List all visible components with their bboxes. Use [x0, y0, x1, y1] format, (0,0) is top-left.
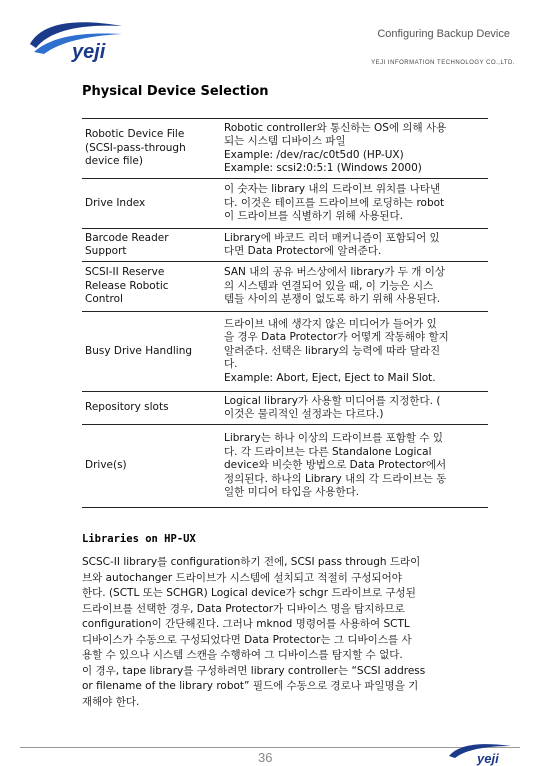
- logo-text: yeji: [72, 41, 106, 63]
- row-description-line: 템들 사이의 분쟁이 없도록 하기 위해 사용된다.: [224, 293, 441, 306]
- row-label-line: Drive(s): [85, 459, 127, 472]
- row-label-line: Release Robotic: [85, 279, 169, 292]
- table-row: [82, 229, 488, 262]
- row-label: [82, 262, 221, 312]
- row-description: [221, 229, 488, 262]
- row-description-line: Robotic controller와 통신하는 OS에 의해 사용: [224, 121, 447, 134]
- row-label-line: Robotic Device File: [85, 128, 185, 141]
- row-description: [221, 425, 488, 508]
- row-description-line: 이 드라이브를 식별하기 위해 사용된다.: [224, 210, 403, 223]
- footer-logo: [445, 740, 515, 766]
- paragraph-line: configuration이 간단해진다. 그러나 mknod 명령어를 사용하여 SCTL: [82, 618, 410, 630]
- row-label-line: Busy Drive Handling: [85, 344, 193, 357]
- table-row: [82, 179, 488, 229]
- row-description-line: 정의된다. 하나의 Library 내의 각 드라이브는 동: [224, 472, 447, 485]
- row-description-line: 다. 각 드라이브는 다른 Standalone Logical: [224, 445, 432, 458]
- row-description-line: Library는 하나 이상의 드라이브를 포함할 수 있: [224, 432, 444, 445]
- row-description-line: 이것은 물리적인 설정과는 다르다.): [224, 408, 384, 420]
- footer-logo-text: yeji: [477, 751, 499, 766]
- row-description-line: 알려준다. 선택은 library의 능력에 따라 달라진: [224, 344, 441, 357]
- page-number: 36: [258, 750, 273, 765]
- row-description-line: 일한 미디어 타입을 사용한다.: [224, 486, 360, 499]
- row-description-line: 드라이브 내에 생각지 않은 미디어가 들어가 있: [224, 317, 437, 330]
- row-description-line: 되는 시스템 디바이스 파일: [224, 135, 346, 147]
- row-description-line: Logical library가 사용할 미디어를 지정한다. (: [224, 394, 441, 407]
- table-row: [82, 425, 488, 508]
- row-description-line: device와 비슷한 방법으로 Data Protector에서: [224, 459, 447, 472]
- row-label-line: Control: [85, 293, 123, 306]
- row-label: [82, 119, 221, 179]
- row-description: [221, 179, 488, 229]
- row-description-line: 다.: [224, 358, 238, 371]
- paragraph-line: 용할 수 있으나 시스템 스캔을 수행하여 그 디바이스를 탐지할 수 없다.: [82, 649, 403, 661]
- table-row: [82, 312, 488, 392]
- row-label: [82, 312, 221, 392]
- table-row: [82, 262, 488, 312]
- row-description-line: Library에 바코드 리더 매커니즘이 포함되어 있: [224, 231, 440, 244]
- paragraph-line: 한다. (SCTL 또는 SCHGR) Logical device가 schgr 드라이브로 구성된: [82, 587, 416, 599]
- device-table: [82, 118, 488, 508]
- row-description-line: Example: /dev/rac/c0t5d0 (HP-UX): [224, 148, 404, 161]
- row-description-line: 의 시스템과 연결되어 있을 때, 이 기능은 시스: [224, 279, 434, 292]
- libraries-title: Libraries on HP-UX: [82, 533, 196, 545]
- row-description: [221, 119, 488, 179]
- paragraph-line: 드라이브를 선택한 경우, Data Protector가 디바이스 명을 탐지하므로: [82, 602, 405, 615]
- row-label-line: (SCSI-pass-through: [85, 141, 186, 154]
- row-label-line: Support: [85, 245, 127, 257]
- row-description-line: 을 경우 Data Protector가 어떻게 작동해야 할지: [224, 331, 449, 344]
- row-description-line: Example: scsi2:0:5:1 (Windows 2000): [224, 162, 422, 174]
- paragraph-line: 브와 autochanger 드라이브가 시스템에 설치되고 적절히 구성되어야: [82, 571, 402, 584]
- table-row: [82, 392, 488, 425]
- row-label-line: Drive Index: [85, 196, 146, 209]
- row-label: [82, 229, 221, 262]
- row-label-line: Barcode Reader: [85, 231, 169, 244]
- row-description: [221, 312, 488, 392]
- section-title: Physical Device Selection: [82, 84, 269, 99]
- row-label-line: Repository slots: [85, 401, 169, 414]
- paragraph-line: or filename of the library robot” 필드에 수동으로 경로나 파일명을 기: [82, 680, 419, 692]
- paragraph-line: 디바이스가 수동으로 구성되었다면 Data Protector는 그 디바이스를 사: [82, 633, 412, 646]
- row-description-line: 이 숫자는 library 내의 드라이브 위치를 나타낸: [224, 183, 441, 196]
- row-label-line: device file): [85, 155, 143, 168]
- paragraph-line: 재해야 한다.: [82, 695, 140, 708]
- row-label: [82, 179, 221, 229]
- table-row: [82, 119, 488, 179]
- row-label: [82, 425, 221, 508]
- paragraph-line: SCSC-II library를 configuration하기 전에, SCSI pass through 드라이: [82, 556, 421, 568]
- paragraph-line: 이 경우, tape library를 구성하려면 library controller는 “SCSI address: [82, 664, 426, 677]
- row-label: [82, 392, 221, 425]
- row-description-line: 다면 Data Protector에 알려준다.: [224, 245, 382, 257]
- row-description-line: SAN 내의 공유 버스상에서 library가 두 개 이상: [224, 266, 446, 279]
- row-description: [221, 262, 488, 312]
- company-name: YEJI INFORMATION TECHNOLOGY CO.,LTD.: [371, 60, 515, 66]
- yeji-logo: [22, 14, 132, 64]
- row-label-line: SCSI-II Reserve: [85, 266, 165, 279]
- row-description-line: Example: Abort, Eject, Eject to Mail Slot.: [224, 371, 436, 384]
- row-description-line: 다. 이것은 테이프를 드라이브에 로딩하는 robot: [224, 196, 445, 209]
- row-description: [221, 392, 488, 425]
- libraries-paragraph: [82, 555, 492, 710]
- header-title: Configuring Backup Device: [377, 28, 510, 40]
